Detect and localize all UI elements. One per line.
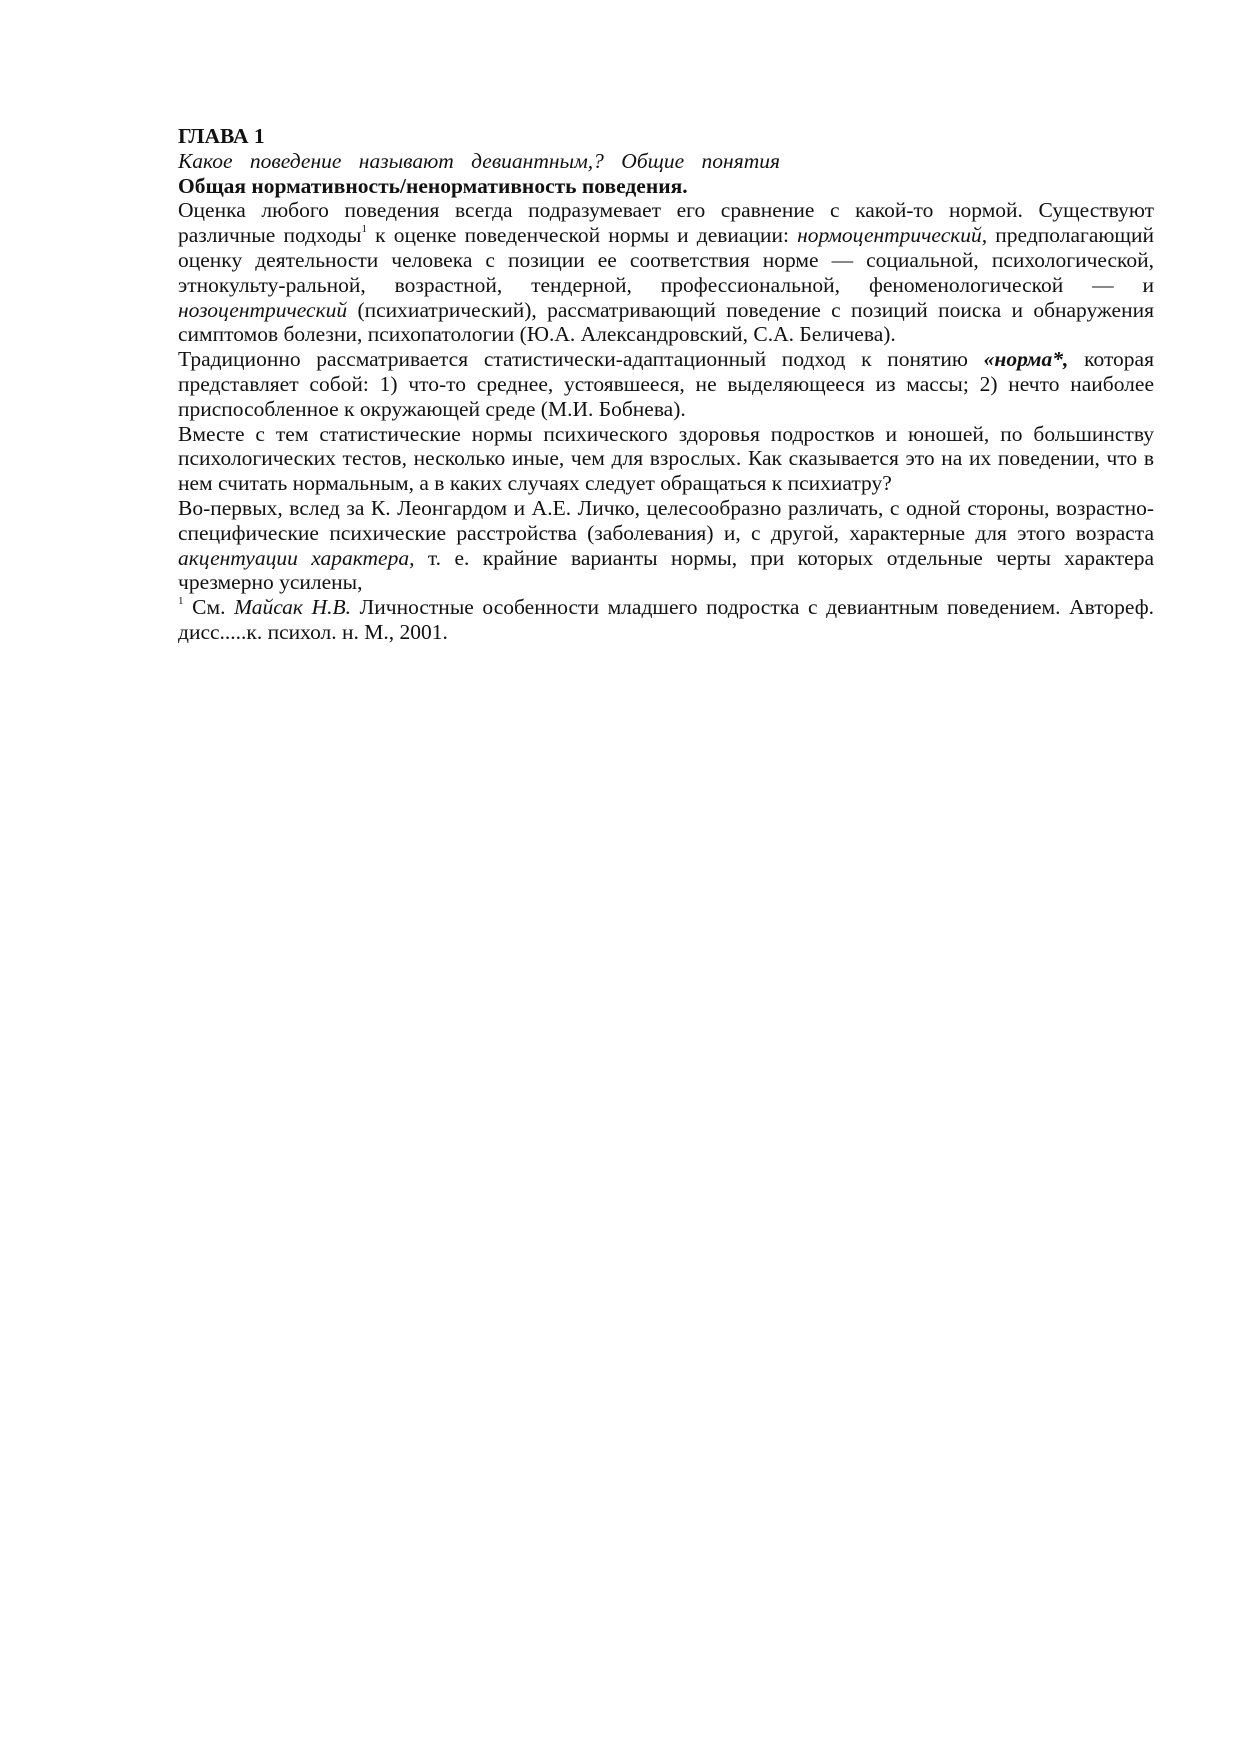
- footnote-author: Майсак Н.В.: [234, 595, 352, 620]
- paragraph-text: т. е. крайние варианты нормы, при которых отдельные черты характера чрезмерно усилены,: [178, 545, 1155, 595]
- paragraph-text: Вместе с тем статистические нормы психического здоровья подростков и юношей, по большинству психологических тестов, несколько иные, чем для взрослых. Как сказывается это на их поведении, что в нем считать нормальным, а в каких случаях следует обращаться к психиатру?: [178, 421, 1154, 496]
- footnote-prefix: См.: [183, 595, 235, 620]
- paragraph-text: (психиатрический), рассматривающий поведение с позиций поиска и обнаружения симптомов болезни, психопатологии (Ю.А. Александровский, С.А. Беличева).: [178, 297, 1154, 347]
- paragraph-text: Во-первых, вслед за К. Леонгардом и А.Е. Личко, целесообразно различать, с одной стороны, возрастно-специфические психические расстройства (заболевания) и, с другой, характерные для этого возраста: [178, 495, 1154, 545]
- paragraph-text: которая представляет собой: 1) что-то среднее, устоявшееся, не выделяющееся из массы; 2) нечто наиболее приспособленное к окружающей среде (М.И. Бобнева).: [178, 347, 1154, 421]
- chapter-subtitle: Какое поведение называют девиантным,? Общие понятия: [178, 148, 780, 173]
- paragraph-norm-approaches: [178, 198, 1154, 347]
- paragraph-text: предполагающий оценку деятельности человека с позиции ее соответствия норме — социальной, психологической, этнокульту-ральной, возрастной, тендерной, профессиональной, феноменологической — и: [178, 223, 1154, 297]
- footnote-text: Личностные особенности младшего подростка с девиантным поведением. Автореф. дисс.....к. психол. н. М., 2001.: [178, 595, 1155, 644]
- paragraph-accentuations: [178, 496, 1154, 595]
- footnote: [178, 595, 1154, 645]
- paragraph-text: к оценке поведенческой нормы и девиации:: [366, 223, 798, 248]
- section-title: Общая нормативность/ненормативность поведения.: [178, 173, 688, 198]
- paragraph-statistical-approach: [178, 347, 1154, 421]
- term-nosocentric: нозоцентрический: [178, 297, 348, 322]
- paragraph-text: Традиционно рассматривается статистически-адаптационный подход к понятию: [178, 347, 984, 372]
- paragraph-text: Оценка любого поведения всегда подразумевает его сравнение с какой-то нормой. Существуют различные подходы: [178, 198, 1154, 248]
- document-page: [178, 124, 1154, 645]
- term-norm: «норма*,: [983, 347, 1069, 372]
- footnote-reference: 1: [361, 223, 367, 236]
- term-accentuations: акцентуации характера,: [178, 545, 415, 570]
- paragraph-adolescent-norms: [178, 422, 1154, 496]
- term-normocentric: нормоцентрический,: [797, 223, 988, 248]
- chapter-heading: ГЛАВА 1: [178, 124, 265, 148]
- footnote-marker: 1: [178, 594, 184, 607]
